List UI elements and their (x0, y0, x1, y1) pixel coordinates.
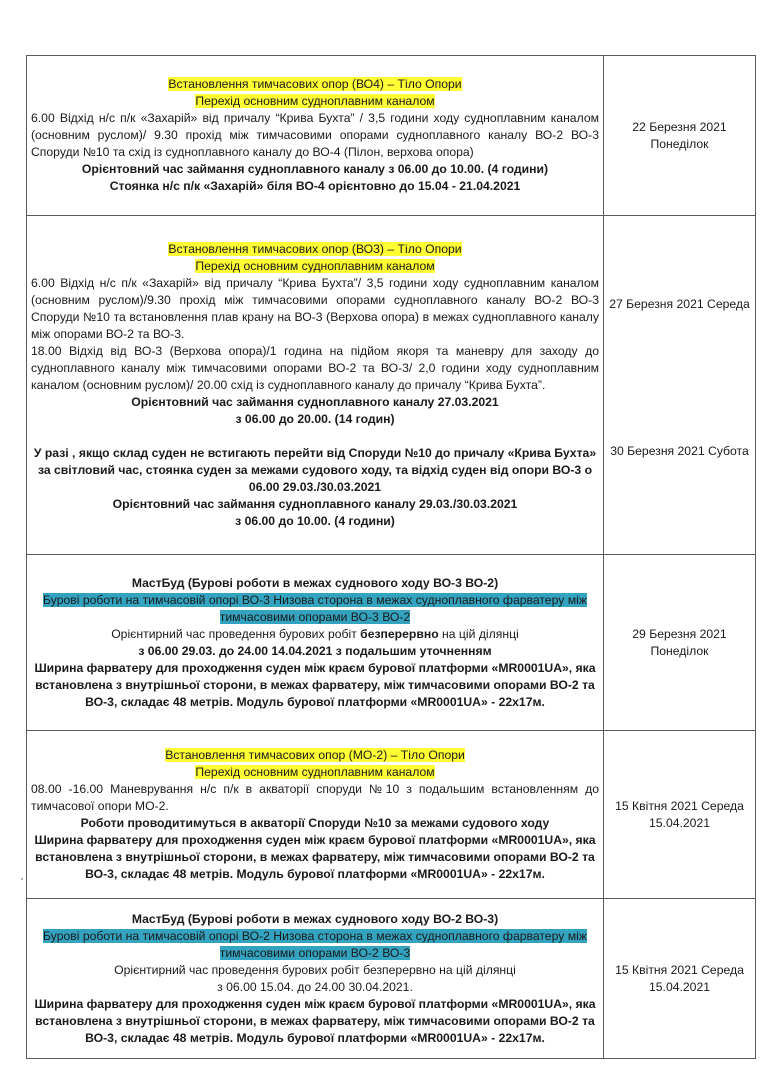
table-row (27, 555, 756, 731)
row-text: Орієнтирний час проведення бурових робіт безперервно на цій ділянці (114, 962, 516, 977)
weekday-text: 15.04.2021 (649, 815, 710, 830)
date-text: 29 Березня 2021 (632, 626, 727, 641)
row-subtitle-highlight: Перехід основним судноплавним каналом (195, 258, 435, 273)
row-title-highlight: Встановлення тимчасових опор (МО-2) – Тіло Опори (165, 747, 465, 762)
row-title: МастБуд (Бурові роботи в межах суднового ходу ВО-2 ВО-3) (131, 911, 499, 926)
table-row (27, 731, 756, 899)
row-bold-line: з 06.00 29.03. до 24.00 14.04.2021 з подальшим уточненням (138, 643, 492, 658)
scan-speck (21, 878, 23, 880)
row-description (27, 731, 604, 899)
row-date (604, 731, 756, 899)
row-bold-line: Орієнтовний час займання судноплавного каналу 27.03.2021 (131, 394, 499, 409)
row-bold-line: з 06.00 до 10.00. (4 години) (235, 513, 395, 528)
row-text: 6.00 Відхід н/с п/к «Захарій» від причалу “Крива Бухта”/ 3,5 години ходу судноплавним каналом (основним руслом)/9.30 прохід між тимчасовими опорами судноплавного каналу ВО-2 ВО-3 Споруди №10 та встановлення плав крану на ВО-3 (Верхова опора) в межах судноплавного каналу між опорами ВО-2 та ВО-3. (31, 275, 599, 341)
weekday-text: Понеділок (650, 136, 709, 151)
date-text: 27 Березня 2021 Середа (609, 297, 750, 311)
row-date (604, 216, 756, 555)
table-row (27, 216, 756, 555)
row-bold-line: Орієнтовний час займання судноплавного каналу 29.03./30.03.2021 (112, 496, 518, 511)
row-bold-line: Роботи проводитимуться в акваторії Споруди №10 за межами судового ходу (80, 815, 550, 830)
row-title-highlight: Бурові роботи на тимчасовій опорі ВО-2 Низова сторона в межах судноплавного фарватеру між тимчасовими опорами ВО-2 ВО-3 (43, 928, 587, 960)
table-row (27, 899, 756, 1059)
row-text: Орієнтирний час проведення бурових робіт безперервно на цій ділянці (111, 626, 519, 641)
table-row (27, 56, 756, 216)
row-date (604, 555, 756, 731)
row-description (27, 56, 604, 216)
row-title-highlight: Встановлення тимчасових опор (ВО4) – Тіло Опори (168, 77, 462, 91)
row-description (27, 555, 604, 731)
row-bold-line: Орієнтовний час займання судноплавного каналу з 06.00 до 10.00. (4 години) (81, 162, 549, 176)
row-bold-line: Ширина фарватеру для проходження суден між краєм бурової платформи «MR0001UA», яка встановлена з внутрішньої сторони, в межах фарватеру, між тимчасовими опорами ВО-2 та ВО-3, складає 48 метрів. Модуль бурової платформи «MR0001UA» - 22х17м. (34, 660, 596, 709)
row-subtitle-highlight: Перехід основним судноплавним каналом (195, 94, 435, 108)
row-date (604, 899, 756, 1059)
row-date (604, 56, 756, 216)
date-text: 15 Квітня 2021 Середа (615, 962, 744, 977)
row-bold-line: Ширина фарватеру для проходження суден між краєм бурової платформи «MR0001UA», яка встановлена з внутрішньої сторони, в межах фарватеру, між тимчасовими опорами ВО-2 та ВО-3, складає 48 метрів. Модуль бурової платформи «MR0001UA» - 22х17м. (34, 996, 596, 1045)
row-title: МастБуд (Бурові роботи в межах суднового ходу ВО-3 ВО-2) (131, 575, 499, 590)
date-text: 30 Березня 2021 Субота (610, 444, 749, 458)
row-title-highlight: Бурові роботи на тимчасовій опорі ВО-3 Низова сторона в межах судноплавного фарватеру між тимчасовими опорами ВО-3 ВО-2 (43, 592, 587, 624)
row-text: 6.00 Відхід н/с п/к «Захарій» від причалу “Крива Бухта” / 3,5 години ходу судноплавним каналом (основним руслом)/ 9.30 прохід між тимчасовими опорами судноплавного каналу ВО-2 ВО-3 Споруди №10 та схід із судноплавного каналу до ВО-4 (Пілон, верхова опора) (31, 111, 599, 159)
row-bold-line: Стоянка н/с п/к «Захарій» біля ВО-4 орієнтовно до 15.04 - 21.04.2021 (109, 179, 521, 193)
row-text: 08.00 -16.00 Маневрування н/с п/к в акваторії споруди №10 з подальшим встановленням до тимчасової опори МО-2. (31, 781, 599, 813)
row-bold-line: Ширина фарватеру для проходження суден між краєм бурової платформи «MR0001UA», яка встановлена з внутрішньої сторони, в межах фарватеру, між тимчасовими опорами ВО-2 та ВО-3, складає 48 метрів. Модуль бурової платформи «MR0001UA» - 22х17м. (34, 832, 596, 881)
row-bold-line: з 06.00 до 20.00. (14 годин) (235, 411, 395, 426)
row-subtitle-highlight: Перехід основним судноплавним каналом (195, 764, 435, 779)
schedule-table (26, 55, 756, 1059)
row-description (27, 899, 604, 1059)
row-text: 18.00 Відхід від ВО-3 (Верхова опора)/1 година на підйом якоря та маневру для заходу до судноплавного каналу між тимчасовими опорами ВО-2 та ВО-3/ 2,0 години ходу судноплавним каналом (основним руслом)/ 20.00 схід із судноплавного каналу до причалу “Крива Бухта”. (31, 343, 599, 392)
date-text: 22 Березня 2021 (632, 119, 727, 134)
weekday-text: Понеділок (650, 643, 709, 658)
row-title-highlight: Встановлення тимчасових опор (ВО3) – Тіло Опори (168, 241, 462, 256)
row-text: з 06.00 15.04. до 24.00 30.04.2021. (217, 979, 413, 994)
row-description (27, 216, 604, 555)
weekday-text: 15.04.2021 (649, 979, 710, 994)
row-bold-line: У разі , якщо склад суден не встигають перейти від Споруди №10 до причалу «Крива Бухта» за світловий час, стоянка суден за межами судового ходу, та відхід суден від опори ВО-3 о 06.00 29.03./30.03.2021 (33, 445, 597, 494)
date-text: 15 Квітня 2021 Середа (615, 798, 744, 813)
